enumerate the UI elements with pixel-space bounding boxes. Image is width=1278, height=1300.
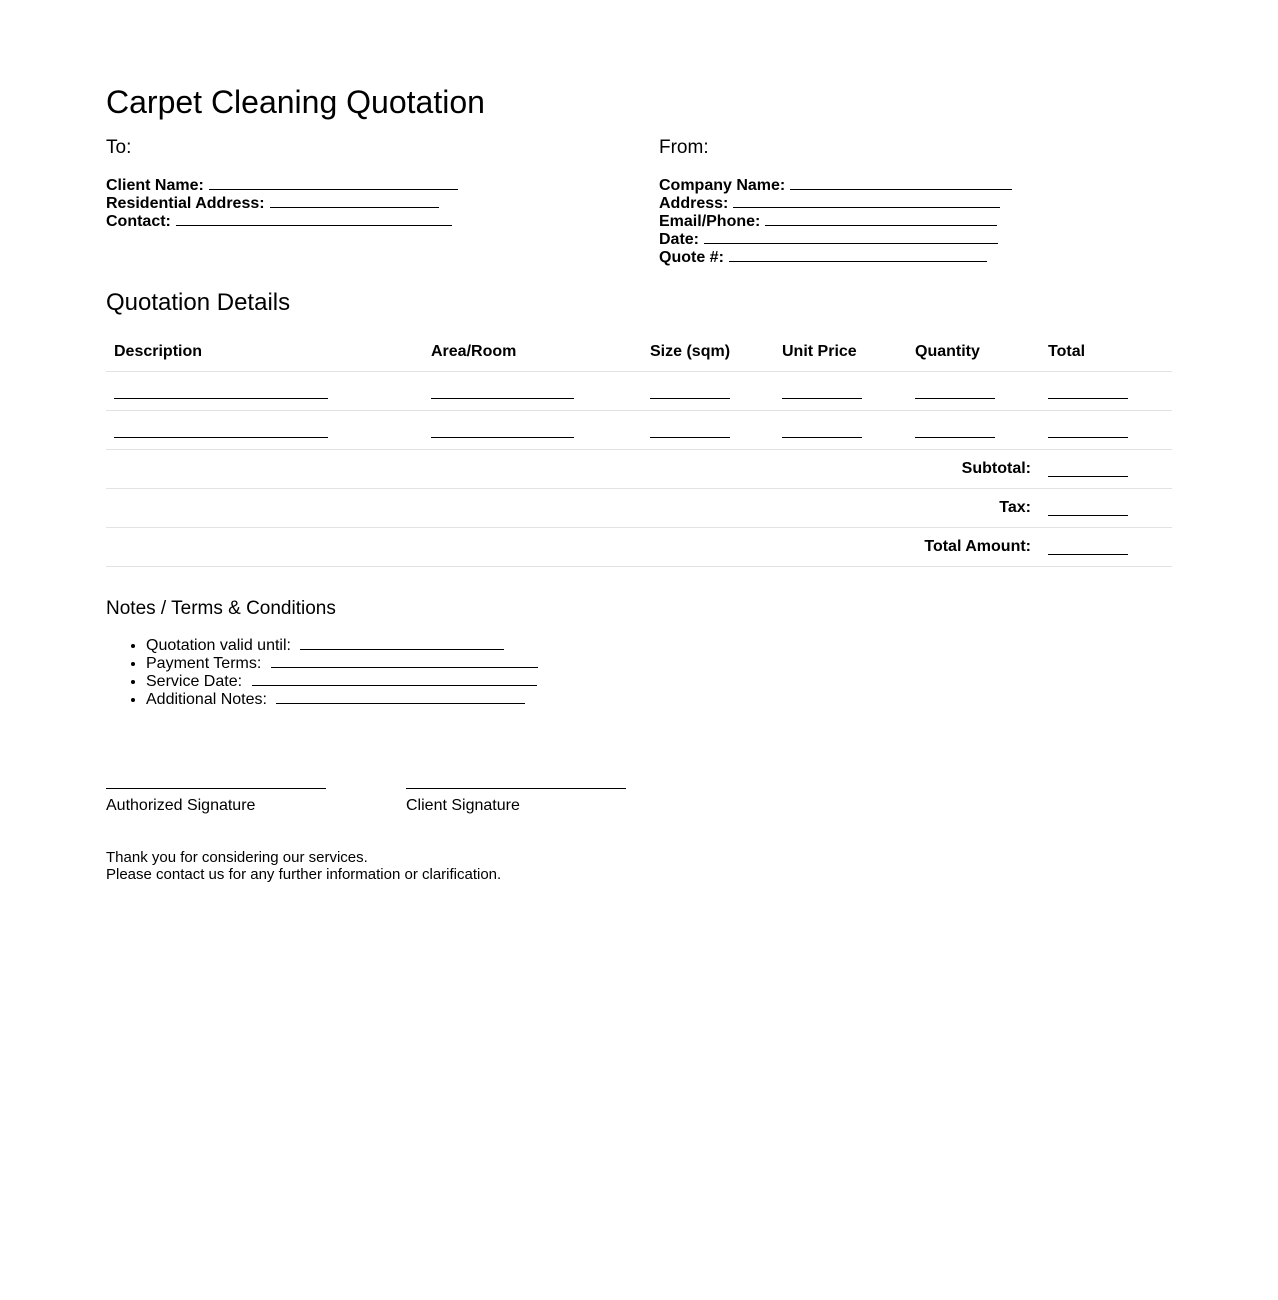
payment-terms-label: Payment Terms: — [146, 655, 262, 672]
email-phone-label: Email/Phone: — [659, 213, 761, 230]
quantity-field[interactable] — [915, 398, 995, 399]
from-section — [659, 136, 1159, 265]
additional-notes-label: Additional Notes: — [146, 691, 267, 708]
size-field[interactable] — [650, 398, 730, 399]
description-field[interactable] — [114, 398, 328, 399]
line-total-field[interactable] — [1048, 398, 1128, 399]
quote-number-row — [659, 247, 1159, 265]
company-name-field[interactable] — [790, 175, 1012, 190]
list-item — [146, 654, 538, 672]
client-name-label: Client Name: — [106, 177, 204, 194]
service-date-field[interactable] — [252, 672, 537, 686]
residential-address-label: Residential Address: — [106, 195, 265, 212]
client-name-row — [106, 175, 606, 193]
company-address-row — [659, 193, 1159, 211]
contact-row — [106, 211, 606, 229]
subtotal-row — [106, 450, 1172, 489]
table-row — [106, 372, 1172, 411]
authorized-signature-block — [106, 770, 326, 816]
total-amount-field[interactable] — [1048, 554, 1128, 555]
client-signature-label: Client Signature — [406, 797, 520, 814]
list-item — [146, 636, 538, 654]
column-header-total: Total — [1048, 343, 1086, 360]
service-date-label: Service Date: — [146, 673, 243, 690]
quotation-valid-until-label: Quotation valid until: — [146, 637, 291, 654]
quotation-details-heading: Quotation Details — [106, 289, 291, 316]
description-field[interactable] — [114, 437, 328, 438]
subtotal-label: Subtotal: — [961, 460, 1031, 477]
column-header-unit-price: Unit Price — [782, 343, 857, 360]
list-item — [146, 672, 538, 690]
notes-list — [106, 636, 538, 708]
quantity-field[interactable] — [915, 437, 995, 438]
company-name-label: Company Name: — [659, 177, 786, 194]
table-header-row — [106, 333, 1172, 372]
from-heading: From: — [659, 137, 709, 158]
document-title: Carpet Cleaning Quotation — [106, 84, 485, 120]
unit-price-field[interactable] — [782, 398, 862, 399]
total-amount-row — [106, 528, 1172, 567]
area-room-field[interactable] — [431, 437, 574, 438]
quote-number-label: Quote #: — [659, 249, 724, 266]
client-signature-line[interactable] — [406, 770, 626, 789]
contact-field[interactable] — [176, 211, 452, 226]
email-phone-row — [659, 211, 1159, 229]
to-heading: To: — [106, 137, 132, 158]
area-room-field[interactable] — [431, 398, 574, 399]
residential-address-row — [106, 193, 606, 211]
unit-price-field[interactable] — [782, 437, 862, 438]
email-phone-field[interactable] — [765, 211, 997, 226]
tax-field[interactable] — [1048, 515, 1128, 516]
company-name-row — [659, 175, 1159, 193]
total-amount-label: Total Amount: — [924, 538, 1031, 555]
company-address-field[interactable] — [733, 193, 1000, 208]
authorized-signature-line[interactable] — [106, 770, 326, 789]
quotation-valid-until-field[interactable] — [300, 636, 504, 650]
closing-line-2: Please contact us for any further information or clarification. — [106, 866, 502, 883]
client-name-field[interactable] — [209, 175, 458, 190]
column-header-quantity: Quantity — [915, 343, 980, 360]
company-address-label: Address: — [659, 195, 729, 212]
payment-terms-field[interactable] — [271, 654, 538, 668]
quote-number-field[interactable] — [729, 247, 987, 262]
date-row — [659, 229, 1159, 247]
date-label: Date: — [659, 231, 700, 248]
residential-address-field[interactable] — [270, 193, 439, 208]
closing-message — [106, 849, 501, 883]
tax-label: Tax: — [999, 499, 1031, 516]
to-section — [106, 136, 606, 229]
table-row — [106, 411, 1172, 450]
authorized-signature-label: Authorized Signature — [106, 797, 256, 814]
closing-line-1: Thank you for considering our services. — [106, 849, 368, 866]
notes-heading: Notes / Terms & Conditions — [106, 598, 336, 619]
size-field[interactable] — [650, 437, 730, 438]
quotation-table — [106, 333, 1172, 567]
contact-label: Contact: — [106, 213, 171, 230]
tax-row — [106, 489, 1172, 528]
list-item — [146, 690, 538, 708]
client-signature-block — [406, 770, 626, 816]
column-header-area-room: Area/Room — [431, 343, 517, 360]
subtotal-field[interactable] — [1048, 476, 1128, 477]
additional-notes-field[interactable] — [276, 690, 525, 704]
column-header-size: Size (sqm) — [650, 343, 731, 360]
date-field[interactable] — [704, 229, 998, 244]
line-total-field[interactable] — [1048, 437, 1128, 438]
column-header-description: Description — [114, 343, 203, 360]
